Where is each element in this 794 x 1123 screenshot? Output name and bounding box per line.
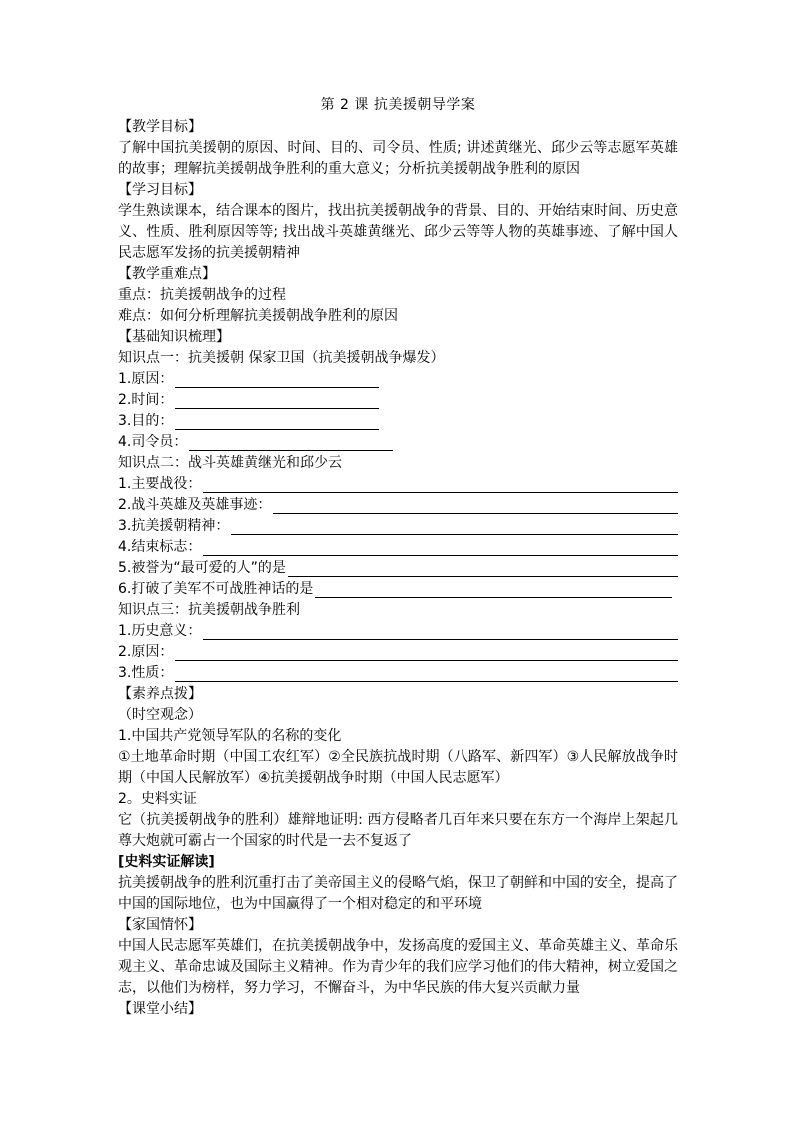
literacy-item-2-text: 它（抗美援朝战争的胜利）雄辩地证明: 西方侵略者几百年来只要在东方一个海岸上架起几尊大炮就可霸占一个国家的时代是一去不复返了 bbox=[118, 812, 678, 849]
literacy-item-2-title: 2。史料实证 bbox=[118, 791, 197, 807]
fill-in-row bbox=[118, 537, 678, 558]
summary-heading: 【课堂小结】 bbox=[118, 1001, 202, 1017]
fill-in-label: 1.原因： bbox=[118, 371, 174, 387]
fill-in-row bbox=[118, 642, 678, 663]
key-points-heading: 【教学重难点】 bbox=[118, 266, 216, 282]
basics-heading: 【基础知识梳理】 bbox=[118, 329, 230, 345]
answer-blank[interactable] bbox=[315, 582, 672, 598]
teaching-goal-text: 了解中国抗美援朝的原因、时间、目的、司令员、性质; 讲述黄继光、邱少云等志愿军英雄的故事；理解抗美援朝战争胜利的重大意义；分析抗美援朝战争胜利的原因 bbox=[118, 140, 678, 177]
learning-goal-text: 学生熟读课本，结合课本的图片，找出抗美援朝战争的背景、目的、开始结束时间、历史意义、性质、胜利原因等等; 找出战斗英雄黄继光、邱少云等等人物的英雄事迹、了解中国人民志愿军发扬的抗美援朝精神 bbox=[118, 203, 678, 261]
answer-blank[interactable] bbox=[231, 519, 678, 535]
fill-in-label: 1.历史意义： bbox=[118, 623, 202, 639]
answer-blank[interactable] bbox=[203, 477, 678, 493]
answer-blank[interactable] bbox=[203, 624, 678, 640]
fill-in-label: 3.目的： bbox=[118, 413, 174, 429]
knowledge-point-2-title: 知识点二：战斗英雄黄继光和邱少云 bbox=[118, 455, 342, 471]
answer-blank[interactable] bbox=[288, 561, 678, 577]
answer-blank[interactable] bbox=[273, 498, 678, 514]
fill-in-row bbox=[118, 495, 678, 516]
fill-in-label: 2.时间： bbox=[118, 392, 174, 408]
answer-blank[interactable] bbox=[189, 435, 393, 451]
fill-in-label: 4.司令员： bbox=[118, 434, 188, 450]
knowledge-point-3-title: 知识点三：抗美援朝战争胜利 bbox=[118, 602, 300, 618]
evidence-text: 抗美援朝战争的胜利沉重打击了美帝国主义的侵略气焰，保卫了朝鲜和中国的安全，提高了中国的国际地位，也为中国赢得了一个相对稳定的和平环境 bbox=[118, 875, 678, 912]
patriotism-heading: 【家国情怀】 bbox=[118, 917, 202, 933]
fill-in-row bbox=[118, 579, 678, 600]
fill-in-row bbox=[118, 621, 678, 642]
knowledge-point-1-title: 知识点一：抗美援朝 保家卫国（抗美援朝战争爆发） bbox=[118, 350, 445, 366]
fill-in-row bbox=[118, 432, 678, 453]
fill-in-label: 6.打破了美军不可战胜神话的是 bbox=[118, 581, 314, 597]
fill-in-label: 1.主要战役： bbox=[118, 476, 202, 492]
teaching-goal-heading: 【教学目标】 bbox=[118, 119, 202, 135]
worksheet-page bbox=[118, 95, 678, 1020]
time-space-label: （时空观念） bbox=[118, 707, 202, 723]
literacy-item-1-text: ①土地革命时期（中国工农红军）②全民族抗战时期（八路军、新四军）③人民解放战争时期（中国人民解放军）④抗美援朝战争时期（中国人民志愿军） bbox=[118, 749, 678, 786]
answer-blank[interactable] bbox=[175, 372, 379, 388]
fill-in-row bbox=[118, 390, 678, 411]
key-point-difficulty: 难点：如何分析理解抗美援朝战争胜利的原因 bbox=[118, 308, 398, 324]
answer-blank[interactable] bbox=[175, 666, 678, 682]
fill-in-row bbox=[118, 474, 678, 495]
fill-in-label: 4.结束标志： bbox=[118, 539, 202, 555]
evidence-heading: [史料实证解读] bbox=[118, 854, 215, 870]
learning-goal-heading: 【学习目标】 bbox=[118, 182, 202, 198]
answer-blank[interactable] bbox=[203, 540, 678, 556]
fill-in-row bbox=[118, 369, 678, 390]
fill-in-row bbox=[118, 663, 678, 684]
key-point-focus: 重点：抗美援朝战争的过程 bbox=[118, 287, 286, 303]
literacy-item-1-title: 1.中国共产党领导军队的名称的变化 bbox=[118, 728, 342, 744]
answer-blank[interactable] bbox=[175, 645, 678, 661]
fill-in-label: 2.战斗英雄及英雄事迹： bbox=[118, 497, 272, 513]
literacy-heading: 【素养点拨】 bbox=[118, 686, 202, 702]
fill-in-label: 5.被誉为“最可爱的人”的是 bbox=[118, 560, 286, 576]
fill-in-label: 3.性质： bbox=[118, 665, 174, 681]
page-title: 第 2 课 抗美援朝导学案 bbox=[320, 97, 476, 113]
fill-in-label: 3.抗美援朝精神： bbox=[118, 518, 230, 534]
answer-blank[interactable] bbox=[175, 393, 379, 409]
fill-in-row bbox=[118, 411, 678, 432]
fill-in-row bbox=[118, 516, 678, 537]
answer-blank[interactable] bbox=[175, 414, 379, 430]
fill-in-row bbox=[118, 558, 678, 579]
patriotism-text: 中国人民志愿军英雄们，在抗美援朝战争中，发扬高度的爱国主义、革命英雄主义、革命乐观主义、革命忠诚及国际主义精神。作为青少年的我们应学习他们的伟大精神，树立爱国之志，以他们为榜样，努力学习，不懈奋斗，为中华民族的伟大复兴贡献力量 bbox=[118, 938, 678, 996]
fill-in-label: 2.原因： bbox=[118, 644, 174, 660]
